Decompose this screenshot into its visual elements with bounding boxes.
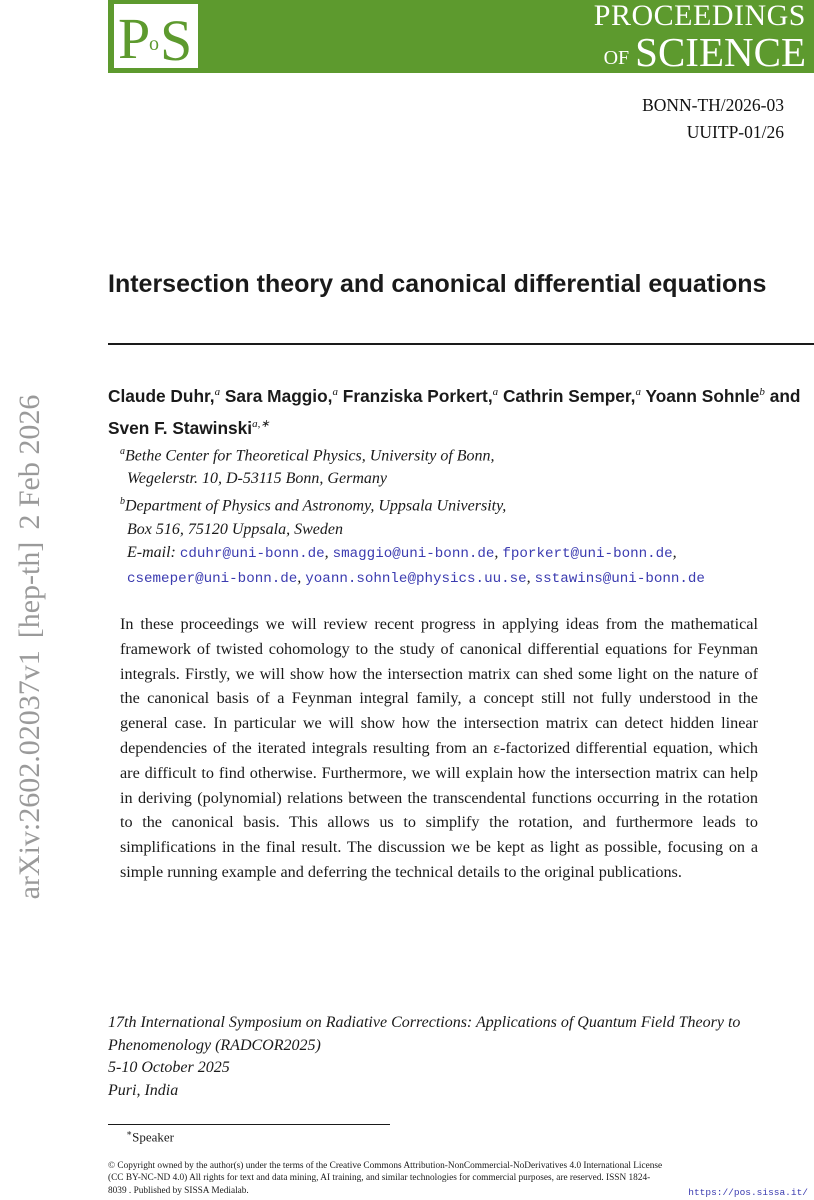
affiliations [108, 440, 808, 591]
conference-location: Puri, India [108, 1081, 179, 1099]
pos-site-link[interactable]: https://pos.sissa.it/ [688, 1187, 808, 1198]
email-link[interactable]: smaggio@uni-bonn.de [332, 545, 495, 562]
footnote [126, 1128, 174, 1145]
email-link[interactable]: cduhr@uni-bonn.de [179, 545, 325, 562]
affiliation-mark: a [120, 446, 125, 457]
author-affil-mark: b [759, 386, 765, 398]
proceedings-text: PROCEEDINGS [593, 0, 806, 32]
report-number: UUITP-01/26 [686, 122, 784, 142]
copyright-notice: © Copyright owned by the author(s) under the terms of the Creative Commons Attribution-NonCommercial-NoDerivatives 4.0 International License (CC BY-NC-ND 4.0) All rights for text and data mining, AI training, and similar technologies for commercial purposes, are reserved. ISSN 1824-8039 . Published by SISSA Medialab. [108, 1161, 663, 1196]
footnote-mark: ∗ [126, 1128, 133, 1138]
affiliation-line: Box 516, 75120 Uppsala, Sweden [127, 520, 343, 538]
svg-text:P: P [118, 6, 151, 68]
email-link[interactable]: sstawins@uni-bonn.de [534, 570, 705, 587]
email-link[interactable]: csemeper@uni-bonn.de [127, 570, 298, 587]
science-text: SCIENCE [635, 29, 806, 75]
affiliation-line: Wegelerstr. 10, D-53115 Bonn, Germany [127, 470, 387, 488]
conference-dates: 5-10 October 2025 [108, 1059, 230, 1076]
pos-banner [108, 0, 814, 73]
title-rule [108, 343, 814, 345]
email-block: E-mail: cduhr@uni-bonn.de, smaggio@uni-bonn.de, fporkert@uni-bonn.de, csemeper@uni-bonn.de, yoann.sohnle@physics.uu.se, sstawins@uni-bonn.de [108, 541, 808, 591]
arxiv-category: [hep-th] [13, 541, 46, 639]
author-list [108, 378, 808, 442]
of-text: OF [603, 47, 630, 69]
affiliation [108, 440, 808, 490]
paper-title: Intersection theory and canonical differential equations [108, 270, 767, 298]
author-affil-mark: a [492, 386, 499, 398]
affiliation [108, 490, 808, 540]
author-name: and Sven F. Stawinski [108, 385, 801, 438]
author-name: Cathrin Semper, [502, 385, 636, 406]
affiliation-line: Bethe Center for Theoretical Physics, University of Bonn, [125, 447, 495, 465]
affiliation-line: Department of Physics and Astronomy, Uppsala University, [125, 497, 507, 515]
abstract: In these proceedings we will review recent progress in applying ideas from the mathematical framework of twisted cohomology to the study of canonical differential equations for Feynman integrals. Firstly, we will show how the intersection matrix can shed some light on the nature of the canonical basis of a Feynman integral family, a concept still not fully understood in the general case. In particular we will show how the intersection matrix can detect hidden linear dependencies of the iterated integrals resulting from an ε-factorized differential equation, which are difficult to find otherwise. Furthermore, we will explain how the intersection matrix can help in deriving (polynomial) relations between the transcendental functions occurring in the rotation to the canonical basis. This allows us to simplify the rotation, and furthermore leads to simplifications in the final result. The discussion we be kept as light as possible, focusing on a simple running example and deferring the technical details to the original publications. [120, 615, 758, 881]
author-name: Yoann Sohnle [645, 385, 760, 406]
author-affil-mark: a [214, 386, 221, 398]
arxiv-date: 2 Feb 2026 [13, 394, 46, 530]
author-affil-mark: a,∗ [252, 417, 270, 430]
report-numbers [642, 92, 784, 146]
author-name: Claude Duhr, [108, 385, 215, 406]
pos-logo-icon [114, 4, 198, 68]
footnote-rule [108, 1124, 390, 1125]
email-label: E-mail: [127, 543, 176, 561]
conference-name: 17th International Symposium on Radiative Corrections: Applications of Quantum Field Theory to Phenomenology (RADCOR2025) [108, 1014, 741, 1054]
svg-text:o: o [149, 33, 159, 55]
author-name: Sara Maggio, [224, 385, 333, 406]
author-affil-mark: a [635, 386, 641, 398]
affiliation-mark: b [120, 496, 125, 508]
footnote-text: Speaker [132, 1129, 174, 1145]
author-affil-mark: a [332, 386, 338, 398]
pos-logo [114, 4, 198, 68]
author-name: Franziska Porkert, [342, 385, 493, 406]
arxiv-id: arXiv:2602.02037v1 [13, 650, 46, 900]
email-link[interactable]: yoann.sohnle@physics.uu.se [305, 570, 527, 587]
svg-text:S: S [160, 8, 193, 68]
email-link[interactable]: fporkert@uni-bonn.de [502, 545, 673, 562]
conference-info [108, 1012, 808, 1102]
report-number: BONN-TH/2026-03 [642, 95, 784, 115]
proceedings-of-science-wordmark [593, 0, 806, 75]
arxiv-stamp [13, 257, 47, 1037]
